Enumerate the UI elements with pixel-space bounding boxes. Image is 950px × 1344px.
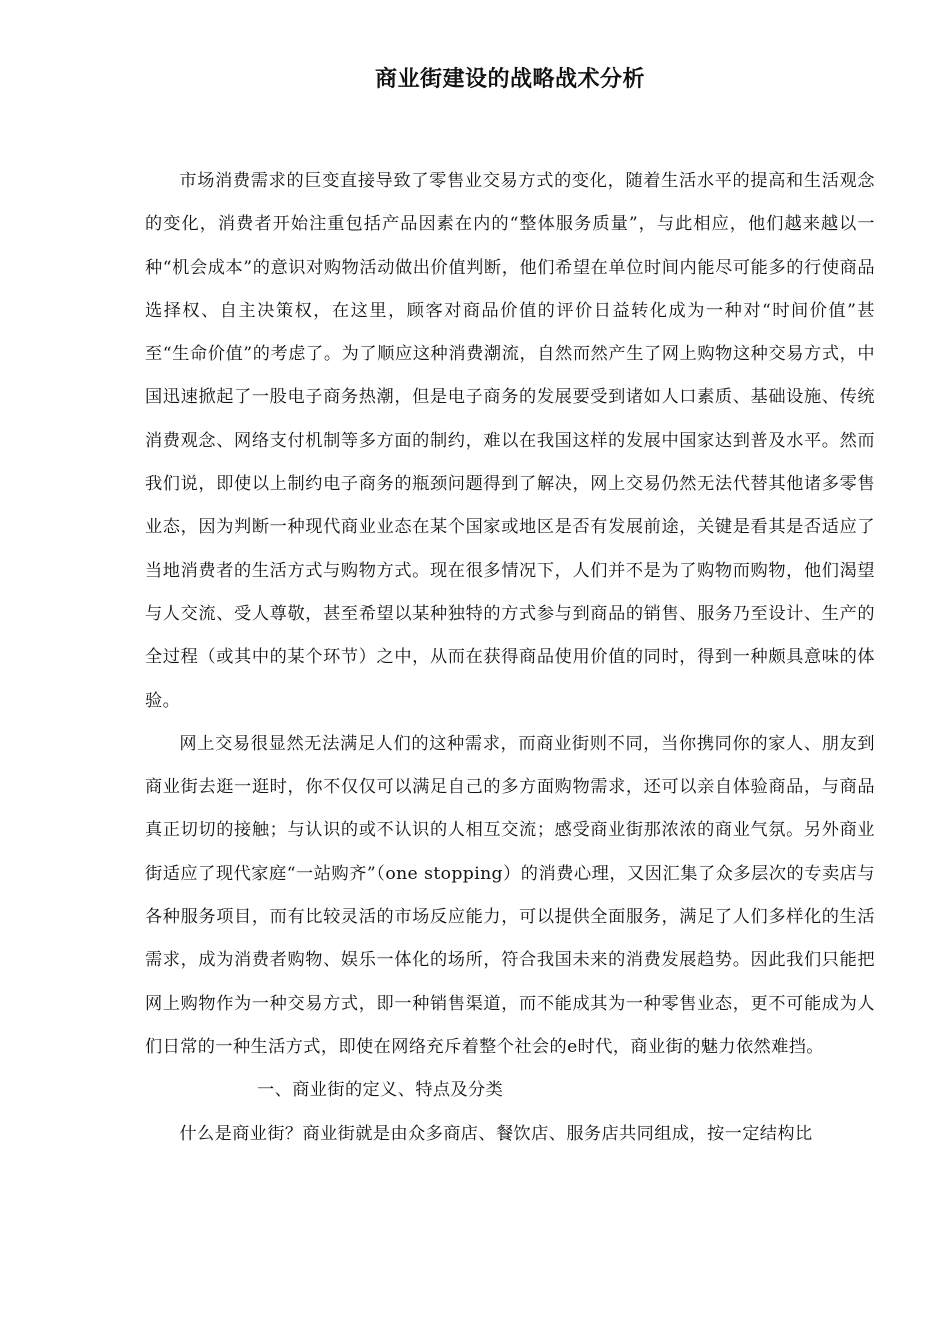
paragraph-3: 什么是商业街？商业街就是由众多商店、餐饮店、服务店共同组成，按一定结构比 bbox=[179, 1123, 813, 1144]
document-title: 商业街建设的战略战术分析 bbox=[374, 66, 645, 92]
document-body bbox=[145, 160, 875, 1156]
section-heading: 一、商业街的定义、特点及分类 bbox=[257, 1080, 504, 1101]
paragraph-1: 市场消费需求的巨变直接导致了零售业交易方式的变化，随着生活水平的提高和生活观念的变化，消费者开始注重包括产品因素在内的“整体服务质量”，与此相应，他们越来越以一种“机会成本”的意识对购物活动做出价值判断，他们希望在单位时间内能尽可能多的行使商品选择权、自主决策权，在这里，顾客对商品价值的评价日益转化成为一种对“时间价值”甚至“生命价值”的考虑了。为了顺应这种消费潮流，自然而然产生了网上购物这种交易方式，中国迅速掀起了一股电子商务热潮，但是电子商务的发展要受到诸如人口素质、基础设施、传统消费观念、网络支付机制等多方面的制约，难以在我国这样的发展中国家达到普及水平。然而我们说，即使以上制约电子商务的瓶颈问题得到了解决，网上交易仍然无法代替其他诸多零售业态，因为判断一种现代商业业态在某个国家或地区是否有发展前途，关键是看其是否适应了当地消费者的生活方式与购物方式。现在很多情况下，人们并不是为了购物而购物，他们渴望与人交流、受人尊敬，甚至希望以某种独特的方式参与到商品的销售、服务乃至设计、生产的全过程（或其中的某个环节）之中，从而在获得商品使用价值的同时，得到一种颇具意味的体验。 bbox=[145, 171, 875, 711]
paragraph-2: 网上交易很显然无法满足人们的这种需求，而商业街则不同，当你携同你的家人、朋友到商业街去逛一逛时，你不仅仅可以满足自己的多方面购物需求，还可以亲自体验商品，与商品真正切切的接触；与认识的或不认识的人相互交流；感受商业街那浓浓的商业气氛。另外商业街适应了现代家庭“一站购齐”（one stopping）的消费心理，又因汇集了众多层次的专卖店与各种服务项目，而有比较灵活的市场反应能力，可以提供全面服务，满足了人们多样化的生活需求，成为消费者购物、娱乐一体化的场所，符合我国未来的消费发展趋势。因此我们只能把网上购物作为一种交易方式，即一种销售渠道，而不能成其为一种零售业态，更不可能成为人们日常的一种生活方式，即使在网络充斥着整个社会的e时代，商业街的魅力依然难挡。 bbox=[145, 733, 875, 1057]
